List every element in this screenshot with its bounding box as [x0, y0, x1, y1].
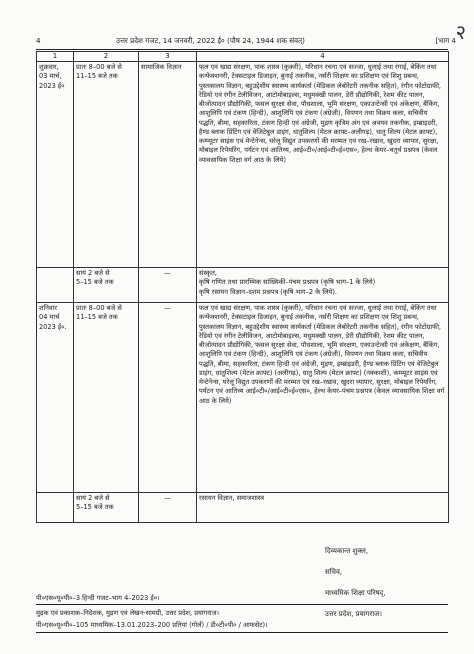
table-row — [37, 493, 449, 523]
exam-subject: — — [139, 493, 197, 523]
exam-time: सायं 2 बजे से 5–15 बजे तक — [74, 493, 139, 523]
printer-publisher: मुद्रक एवं प्रकाशक–निदेशक, मुद्रण एवं लेखन-सामग्री, उत्तर प्रदेश, प्रयागराज। — [36, 609, 220, 617]
signatory-title: सचिव, — [325, 567, 343, 576]
exam-day — [37, 493, 74, 523]
exam-time: प्रातः 8–00 बजे से 11–15 बजे तक — [74, 303, 139, 493]
exam-day — [37, 268, 74, 303]
table-row — [37, 62, 449, 268]
exam-subject: सामाजिक विज्ञान — [139, 62, 197, 268]
table-row — [37, 268, 449, 303]
signature-block — [325, 535, 386, 630]
column-header: 2 — [74, 52, 139, 62]
exam-day: शुक्रवार, 03 मार्च, 2023 ई० — [37, 62, 74, 268]
print-details: पी०एस०यू०पी०–105 माध्यमिक–13.01.2023–200 प्रतियां (गोर्ल) / डी०टी०पी० / आफसेट)। — [36, 621, 268, 629]
gazette-reference: पी०एस०यू०पी०–3 हिन्दी गजट–भाग 4–2023 ई०। — [36, 594, 160, 602]
table-row — [37, 303, 449, 493]
footer-bottom-rule — [36, 632, 448, 633]
gazette-part: [भाग 4 — [435, 36, 456, 45]
column-header: 1 — [37, 52, 74, 62]
gazette-title: उत्तर प्रदेश गजट, 14 जनवरी, 2022 ई० (पौष 24, 1944 शक संवत्) — [116, 36, 305, 45]
exam-subject: — — [139, 303, 197, 493]
exam-schedule-table — [36, 51, 449, 523]
exam-papers: संस्कृत, कृषि गणित तथा प्रारम्भिक सांख्यिकी–पंचम प्रश्नपत्र (कृषि भाग–1 के लिये) कृषि रसायन विज्ञान–दशम प्रश्नपत्र (कृषि भाग–2 के लिये). — [197, 268, 449, 303]
exam-papers: फल एवं खाद्य संरक्षण, पाक शास्त्र (कुकरी), परिधान रचना एवं सज्जा, धुलाई तथा रंगाई, बेकिंग तथा कन्फेक्शनरी, टेक्सटाइल डिजाइन, बुनाई तकनीक, नर्सरी शिक्षण का प्रशिक्षण एवं शिशु प्रबन्ध, पुस्तकालय विज्ञान, बहुउद्देशीय स्वास्थ्य कार्यकर्ता (मेडिकल लेबोरेटरी तकनीक सहित), रंगीन फोटोग्राफी, रेडियो एवं रंगीन टेलीविजन, आटोमोबाइल्स, मधुमक्खी पालन, डेरी प्रौद्योगिकी, रेशम कीट पालन, बीजोत्पादन प्रौद्योगिकी, फसल सुरक्षा सेवा, पौधशाला, भूमि संरक्षण, एकाउन्टेन्सी एवं अंकेक्षण, बैंकिंग, आशुलिपि एवं टंकण (हिन्दी), आशुलिपि एवं टंकण (अंग्रेजी), विपणन तथा विक्रय कला, सचिवीय पद्धति, बीमा, सहकारिता, टंकण हिन्दी एवं अंग्रेजी, मुद्रण कृत्रिम अंग एवं अवयव तकनीक, इम्ब्राइडरी, हैण्ड ब्लाक प्रिंटिंग एवं वेजिटेबुल डाइंग, धातुशिल्प (मेटल क्राफ्ट–अलीगढ़), धातु शिल्प (मेटल क्राफ्ट), कम्प्यूटर साइंस एवं मेन्टेनेन्स, घरेलू विद्युत उपकरणों की मरम्मत एवं रख–रखाव, खुदरा व्यापार, सुरक्षा, मोबाइल रिपेयरिंग, पर्यटन एवं आतिथ्य, आई०टी०/आई०टी०ई०एस०, हेल्थ केयर–चतुर्थ प्रश्नपत्र (केवल व्यावसायिक शिक्षा वर्ग आठ के लिये) — [197, 62, 449, 268]
exam-papers: रसायन विज्ञान, समाजशास्त्र — [197, 493, 449, 523]
exam-day: शनिवार 04 मार्च 2023 ई०. — [37, 303, 74, 493]
page-number: 4 — [36, 36, 41, 45]
exam-time: प्रातः 8–00 बजे से 11–15 बजे तक — [74, 62, 139, 268]
page-corner-mark: २ — [455, 20, 466, 44]
gazette-header — [36, 34, 456, 48]
table-header-row — [37, 52, 449, 62]
column-header: 3 — [139, 52, 197, 62]
exam-time: सायं 2 बजे से 5–15 बजे तक — [74, 268, 139, 303]
header-rule — [36, 49, 448, 50]
column-header: 4 — [197, 52, 449, 62]
signatory-name: दिव्यकान्त शुक्ल, — [325, 546, 369, 555]
exam-subject: — — [139, 268, 197, 303]
exam-papers: फल एवं खाद्य संरक्षण, पाक शास्त्र (कुकरी), परिधान रचना एवं सज्जा, धुलाई तथा रंगाई, बेकिंग तथा कन्फेक्शनरी, टेक्सटाइल डिजाइन, बुनाई तकनीक, नर्सरी शिक्षण का प्रशिक्षण एवं शिशु प्रबन्ध, पुस्तकालय विज्ञान, बहुउद्देशीय स्वास्थ्य कार्यकर्ता (मेडिकल लेबोरेटरी तकनीक सहित), रंगीन फोटोग्राफी, रेडियो एवं रंगीन टेलीविजन, आटोमोबाइल्स, मधुमक्खी पालन, डेरी प्रौद्योगिकी, रेशम कीट पालन, बीजोत्पादन प्रौद्योगिकी, फसल सुरक्षा सेवा, पौधशाला, भूमि संरक्षण, एकाउन्टेन्सी एवं अंकेक्षण, बैंकिंग, आशुलिपि एवं टंकण (हिन्दी), आशुलिपि एवं टंकण (अंग्रेजी), विपणन तथा विक्रय कला, सचिवीय पद्धति, बीमा, सहकारिता, टंकण हिन्दी एवं अंग्रेजी, मुद्रण, इम्ब्राइडरी, हैण्ड ब्लाक प्रिंटिंग एवं वेजिटेबुल डाइंग, धातुशिल्प (मेटल क्राफ्ट) (अलीगढ़), धातु शिल्प (मेटल क्राफ्ट) (नक्काशी), कम्प्यूटर साइंस एवं मेन्टेनेन्स, घरेलू विद्युत उपकरणों की मरम्मत एवं रख–रखाव, खुदरा व्यापार, सुरक्षा, मोबाइल रिपेयरिंग, पर्यटन एवं आतिथ्य आई०टी०/आई०टी०ई०एस०, हेल्थ केयर–पंचम प्रश्नपत्र (केवल व्यावसायिक शिक्षा वर्ग आठ के लिये) — [197, 303, 449, 493]
signatory-place: उत्तर प्रदेश, प्रयागराज। — [325, 610, 382, 619]
footer-rule — [36, 604, 448, 605]
signatory-office: माध्यमिक शिक्षा परिषद्, — [325, 588, 386, 597]
